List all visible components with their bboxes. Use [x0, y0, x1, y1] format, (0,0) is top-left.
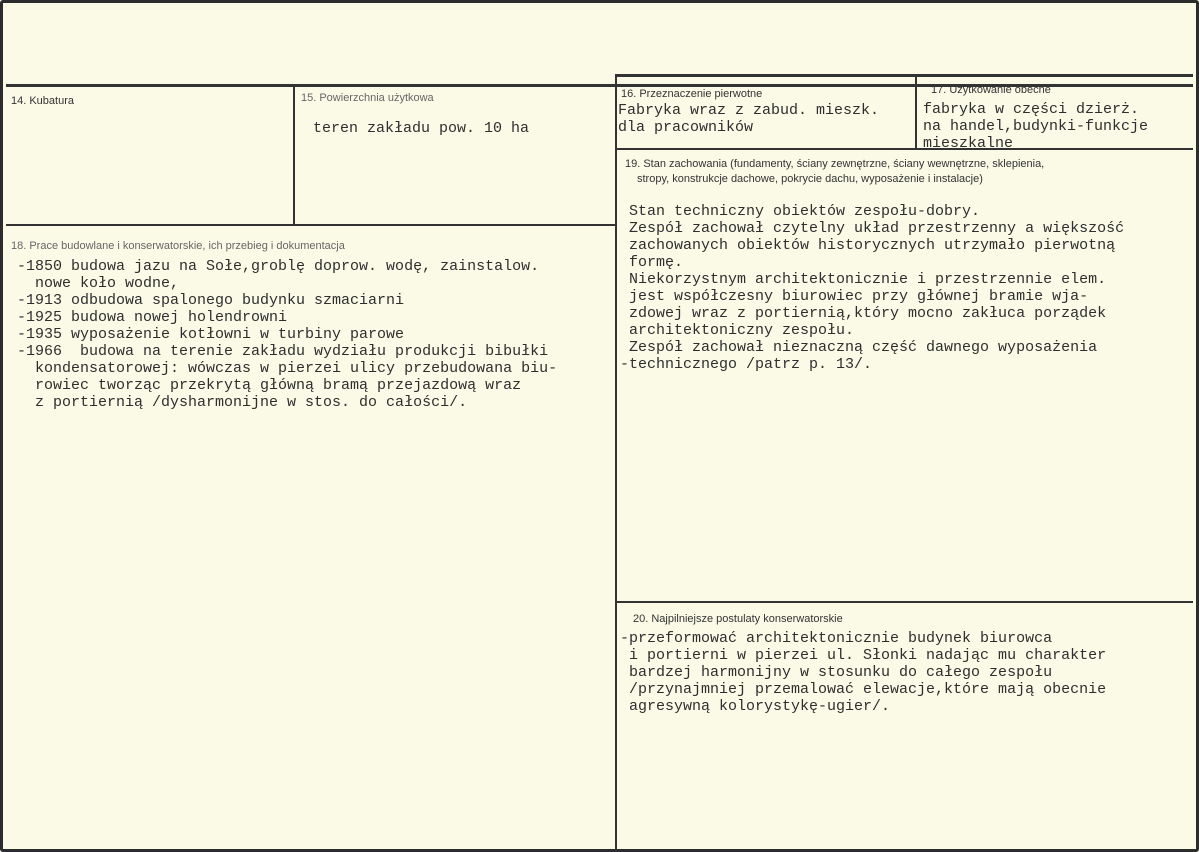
field-19-line-9: Zespół zachował nieznaczną część dawnego wyposażenia	[629, 339, 1098, 356]
field-19-line-4: formę.	[629, 254, 684, 271]
rule-below-14-15	[6, 224, 617, 226]
field-17-values	[920, 99, 1192, 148]
field-18-line-1: -1850 budowa jazu na Sołe,groblę doprow. wodę, zainstalow.	[17, 258, 540, 275]
field-18-line-8: rowiec tworząc przekrytą główną bramą przejazdową wraz	[17, 377, 522, 394]
field-20-line-2: i portierni w pierzei ul. Słonki nadając mu charakter	[620, 647, 1107, 664]
field-19-label-line-1: 19. Stan zachowania (fundamenty, ściany zewnętrzne, ściany wewnętrzne, sklepienia,	[625, 158, 1045, 170]
field-18-label: 18. Prace budowlane i konserwatorskie, ich przebieg i dokumentacja	[11, 240, 345, 252]
field-19-line-1: Stan techniczny obiektów zespołu-dobry.	[629, 203, 981, 220]
field-19-line-5: Niekorzystnym architektonicznie i przestrzennie elem.	[629, 271, 1107, 288]
field-14-label: 14. Kubatura	[11, 95, 74, 107]
field-19-label-line-2: stropy, konstrukcje dachowe, pokrycie dachu, wyposażenie i instalacje)	[637, 173, 983, 185]
field-17-line-2: na handel,budynki-funkcje	[923, 118, 1149, 135]
field-16-label: 16. Przeznaczenie pierwotne	[621, 88, 763, 100]
field-15-value: teren zakładu pow. 10 ha	[313, 120, 530, 137]
field-20-line-1: -przeformować architektonicznie budynek biurowca	[620, 630, 1053, 647]
field-20-line-5: agresywną kolorystykę-ugier/.	[620, 698, 891, 715]
divider-16-17	[915, 76, 917, 150]
field-18-line-5: -1935 wyposażenie kotłowni w turbiny parowe	[17, 326, 405, 343]
divider-14-15	[293, 84, 295, 226]
field-18-line-2: nowe koło wodne,	[17, 275, 180, 292]
field-19-line-6: jest współczesny biurowiec przy głównej bramie wja-	[629, 288, 1089, 305]
field-20-line-3: bardzej harmonijny w stosunku do całego zespołu	[620, 664, 1053, 681]
field-19-line-10: -technicznego /patrz p. 13/.	[620, 356, 873, 373]
field-19-line-3: zachowanych obiektów historycznych utrzymało pierwotną	[629, 237, 1116, 254]
field-18-line-9: z portiernią /dysharmonijne w stos. do całości/.	[17, 394, 468, 411]
field-18-line-3: -1913 odbudowa spalonego budynku szmaciarni	[17, 292, 405, 309]
field-17-line-3: mieszkalne	[923, 135, 1014, 148]
field-16-line-2: dla pracowników	[618, 119, 754, 136]
field-18-line-4: -1925 budowa nowej holendrowni	[17, 309, 288, 326]
top-rule-right	[615, 74, 1193, 77]
field-18-line-7: kondensatorowej: wówczas w pierzei ulicy przebudowana biu-	[17, 360, 558, 377]
field-19-line-2: Zespół zachował czytelny układ przestrzenny a większość	[629, 220, 1125, 237]
field-16-line-1: Fabryka wraz z zabud. mieszk.	[618, 102, 880, 119]
rule-above-20	[615, 601, 1193, 603]
divider-15-16	[615, 76, 617, 852]
field-19-line-8: architektoniczny zespołu.	[629, 322, 855, 339]
field-20-label: 20. Najpilniejsze postulaty konserwatorskie	[633, 613, 843, 625]
field-18-line-6: -1966 budowa na terenie zakładu wydziału produkcji bibułki	[17, 343, 549, 360]
field-20-line-4: /przynajmniej przemalować elewacje,które mają obecnie	[620, 681, 1107, 698]
field-19-line-7: zdowej wraz z portiernią,który mocno zakłuca porządek	[629, 305, 1107, 322]
field-17-label: 17. Użytkowanie obecne	[931, 84, 1051, 96]
field-15-label: 15. Powierzchnia użytkowa	[301, 92, 434, 104]
rule-below-16-17	[615, 148, 1193, 150]
field-17-line-1: fabryka w części dzierż.	[923, 101, 1140, 118]
